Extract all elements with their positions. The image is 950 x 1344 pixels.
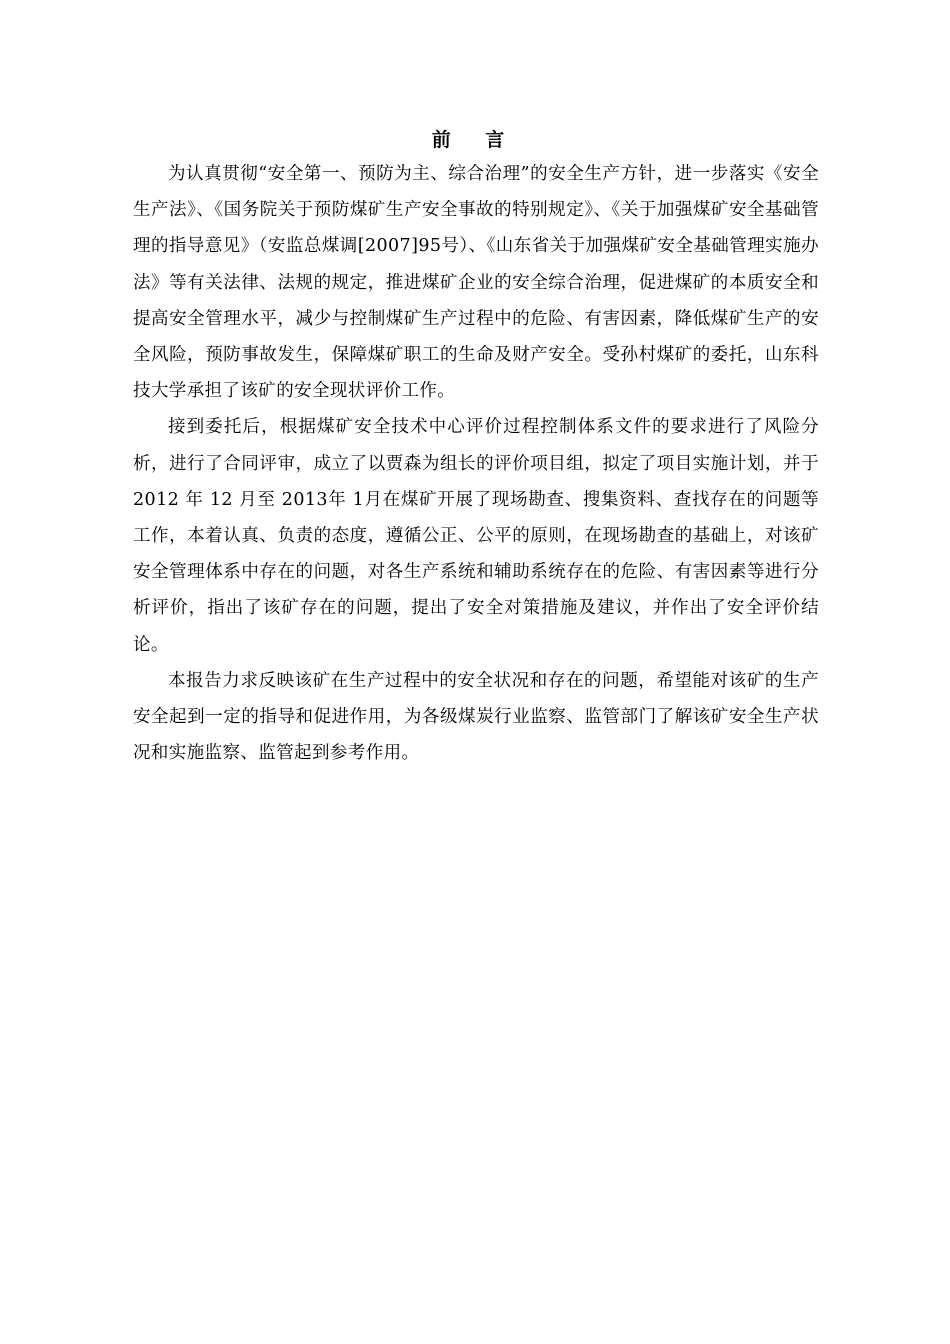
paragraph-3: 本报告力求反映该矿在生产过程中的安全状况和存在的问题，希望能对该矿的生产安全起到一定的指导和促进作用，为各级煤炭行业监察、监管部门了解该矿安全生产状况和实施监察、监管起到参考作用。 [133,670,819,764]
paragraph-1: 为认真贯彻“安全第一、预防为主、综合治理”的安全生产方针，进一步落实《安全生产法》、《国务院关于预防煤矿生产安全事故的特别规定》、《关于加强煤矿安全基础管理的指导意见》（安监总煤调[2007]95号）、《山东省关于加强煤矿安全基础管理实施办法》等有关法律、法规的规定，推进煤矿企业的安全综合治理，促进煤矿的本质安全和提高安全管理水平，减少与控制煤矿生产过程中的危险、有害因素，降低煤矿生产的安全风险，预防事故发生，保障煤矿职工的生命及财产安全。受孙村煤矿的委托，山东科技大学承担了该矿的安全现状评价工作。 [133,164,819,402]
document-body [133,156,819,771]
page-title: 前 言 [431,129,519,151]
paragraph-2: 接到委托后，根据煤矿安全技术中心评价过程控制体系文件的要求进行了风险分析，进行了合同评审，成立了以贾森为组长的评价项目组，拟定了项目实施计划，并于 2012 年 12 月至 2013年 1月在煤矿开展了现场勘查、搜集资料、查找存在的问题等工作，本着认真、负责的态度，遵循公正、公平的原则，在现场勘查的基础上，对该矿安全管理体系中存在的问题，对各生产系统和辅助系统存在的危险、有害因素等进行分析评价，指出了该矿存在的问题，提出了安全对策措施及建议，并作出了安全评价结论。 [133,417,819,655]
